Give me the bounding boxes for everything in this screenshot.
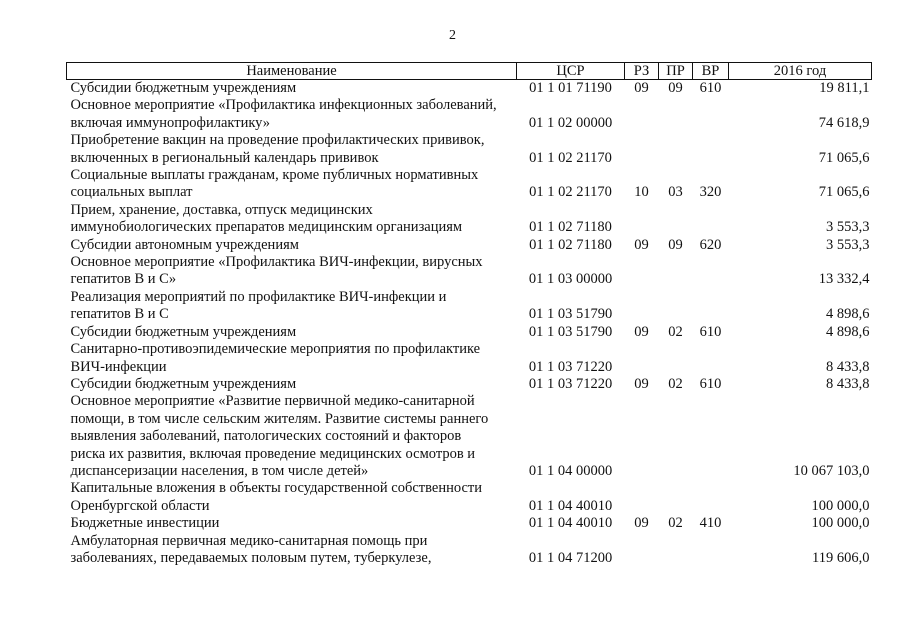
row-vr: 610 bbox=[699, 323, 722, 340]
table-row bbox=[67, 480, 872, 515]
row-csr: 01 1 02 21170 bbox=[529, 149, 612, 166]
row-csr: 01 1 03 51790 bbox=[528, 323, 613, 340]
row-name: Основное мероприятие «Развитие первичной медико-санитарной помощи, в том числе сельским жителям. Развитие системы раннего выявления заболеваний, патологических состояний и факторов риска их развития, включая проведение медицинских осмотров и диспансеризации населения, в том числе детей» bbox=[70, 393, 489, 479]
table-row bbox=[67, 80, 872, 98]
row-name: Прием, хранение, доставка, отпуск медицинских иммунобиологических препаратов медицинским организациям bbox=[70, 201, 463, 236]
row-name: Амбулаторная первичная медико-санитарная помощь при заболеваниях, передаваемых половым путем, туберкулезе, bbox=[70, 532, 432, 566]
row-rz bbox=[625, 254, 659, 289]
row-rz bbox=[625, 393, 659, 480]
row-amount: 8 433,8 bbox=[826, 358, 870, 375]
table-row bbox=[67, 167, 872, 202]
row-pr bbox=[659, 132, 693, 167]
table-row bbox=[67, 202, 872, 237]
row-name: Субсидии бюджетным учреждениям bbox=[70, 80, 297, 96]
row-pr bbox=[659, 533, 693, 568]
row-csr: 01 1 02 00000 bbox=[528, 114, 613, 131]
row-pr bbox=[659, 202, 693, 237]
row-csr: 01 1 03 71220 bbox=[528, 375, 613, 392]
row-amount: 13 332,4 bbox=[818, 271, 870, 288]
row-csr: 01 1 02 71180 bbox=[529, 219, 612, 236]
row-csr: 01 1 04 40010 bbox=[528, 515, 613, 532]
row-vr bbox=[693, 97, 729, 132]
row-csr: 01 1 03 51790 bbox=[528, 306, 613, 323]
row-name: Основное мероприятие «Профилактика ВИЧ-инфекции, вирусных гепатитов В и С» bbox=[70, 254, 483, 288]
header-vr: ВР bbox=[693, 63, 729, 80]
row-rz bbox=[625, 341, 659, 376]
row-pr bbox=[659, 254, 693, 289]
row-amount: 19 811,1 bbox=[819, 80, 870, 96]
row-csr: 01 1 04 40010 bbox=[528, 497, 613, 514]
row-name: Санитарно-противоэпидемические мероприятия по профилактике ВИЧ-инфекции bbox=[70, 341, 481, 375]
row-csr: 01 1 02 71180 bbox=[529, 236, 612, 253]
row-rz: 10 bbox=[634, 184, 649, 201]
row-rz: 09 bbox=[634, 515, 649, 532]
row-name: Субсидии бюджетным учреждениям bbox=[70, 375, 297, 392]
header-csr: ЦСР bbox=[517, 63, 625, 80]
header-name: Наименование bbox=[67, 63, 517, 80]
row-csr: 01 1 04 71200 bbox=[528, 549, 613, 566]
row-pr: 09 bbox=[668, 80, 683, 96]
row-amount: 8 433,8 bbox=[826, 375, 870, 392]
row-amount: 10 067 103,0 bbox=[793, 462, 870, 479]
row-pr: 03 bbox=[668, 184, 683, 201]
table-row bbox=[67, 393, 872, 480]
row-vr bbox=[693, 341, 729, 376]
row-pr: 02 bbox=[668, 323, 683, 340]
row-vr bbox=[693, 289, 729, 324]
row-vr: 610 bbox=[699, 375, 722, 392]
row-rz bbox=[625, 289, 659, 324]
table-header-row bbox=[67, 63, 872, 80]
row-pr bbox=[659, 480, 693, 515]
table-row bbox=[67, 254, 872, 289]
table-row bbox=[67, 341, 872, 376]
table-row bbox=[67, 237, 872, 254]
table-row bbox=[67, 132, 872, 167]
row-vr bbox=[693, 202, 729, 237]
row-vr bbox=[693, 254, 729, 289]
row-amount: 3 553,3 bbox=[826, 236, 870, 253]
row-vr bbox=[693, 533, 729, 568]
row-vr: 320 bbox=[699, 184, 722, 201]
row-rz: 09 bbox=[634, 80, 649, 96]
row-amount: 4 898,6 bbox=[826, 306, 870, 323]
header-year: 2016 год bbox=[729, 63, 872, 80]
row-csr: 01 1 03 71220 bbox=[528, 358, 613, 375]
row-vr: 410 bbox=[699, 515, 722, 532]
row-rz: 09 bbox=[634, 236, 649, 253]
table-row bbox=[67, 324, 872, 341]
row-rz: 09 bbox=[634, 323, 649, 340]
row-csr: 01 1 04 00000 bbox=[528, 462, 613, 479]
row-vr bbox=[693, 393, 729, 480]
row-rz bbox=[625, 97, 659, 132]
row-rz: 09 bbox=[634, 375, 649, 392]
row-name: Реализация мероприятий по профилактике ВИЧ-инфекции и гепатитов В и С bbox=[70, 288, 447, 323]
row-rz bbox=[625, 533, 659, 568]
table-row bbox=[67, 515, 872, 532]
row-amount: 4 898,6 bbox=[826, 323, 870, 340]
row-name: Социальные выплаты гражданам, кроме публичных нормативных социальных выплат bbox=[70, 167, 479, 201]
table-row bbox=[67, 289, 872, 324]
row-pr bbox=[659, 341, 693, 376]
table-row bbox=[67, 97, 872, 132]
row-name: Субсидии автономным учреждениям bbox=[70, 236, 299, 253]
row-rz bbox=[625, 202, 659, 237]
row-name: Капитальные вложения в объекты государственной собственности Оренбургской области bbox=[70, 480, 482, 514]
row-csr: 01 1 03 00000 bbox=[528, 271, 613, 288]
header-rz: РЗ bbox=[625, 63, 659, 80]
row-amount: 3 553,3 bbox=[826, 219, 870, 236]
row-csr: 01 1 02 21170 bbox=[529, 184, 612, 201]
table-row bbox=[67, 376, 872, 393]
row-amount: 71 065,6 bbox=[818, 184, 870, 201]
row-vr: 610 bbox=[699, 80, 722, 96]
row-pr bbox=[659, 289, 693, 324]
row-name: Субсидии бюджетным учреждениям bbox=[70, 323, 297, 340]
budget-table bbox=[66, 62, 872, 567]
row-name: Основное мероприятие «Профилактика инфекционных заболеваний, включая иммунопрофилактику» bbox=[70, 97, 497, 131]
row-amount: 119 606,0 bbox=[812, 549, 870, 566]
row-vr: 620 bbox=[699, 236, 722, 253]
row-vr bbox=[693, 480, 729, 515]
row-rz bbox=[625, 132, 659, 167]
row-csr: 01 1 01 71190 bbox=[529, 80, 612, 96]
row-vr bbox=[693, 132, 729, 167]
row-rz bbox=[625, 480, 659, 515]
table-body bbox=[67, 80, 872, 568]
row-pr: 02 bbox=[668, 515, 683, 532]
row-pr: 02 bbox=[668, 375, 683, 392]
page-number: 2 bbox=[449, 28, 456, 43]
row-amount: 100 000,0 bbox=[811, 515, 870, 532]
row-name: Приобретение вакцин на проведение профилактических прививок, включенных в региональный календарь прививок bbox=[70, 132, 485, 166]
row-amount: 71 065,6 bbox=[818, 149, 870, 166]
row-name: Бюджетные инвестиции bbox=[70, 515, 220, 532]
row-amount: 74 618,9 bbox=[818, 114, 870, 131]
row-pr bbox=[659, 97, 693, 132]
row-pr bbox=[659, 393, 693, 480]
header-pr: ПР bbox=[659, 63, 693, 80]
row-amount: 100 000,0 bbox=[811, 497, 870, 514]
row-pr: 09 bbox=[668, 236, 683, 253]
table-row bbox=[67, 533, 872, 568]
